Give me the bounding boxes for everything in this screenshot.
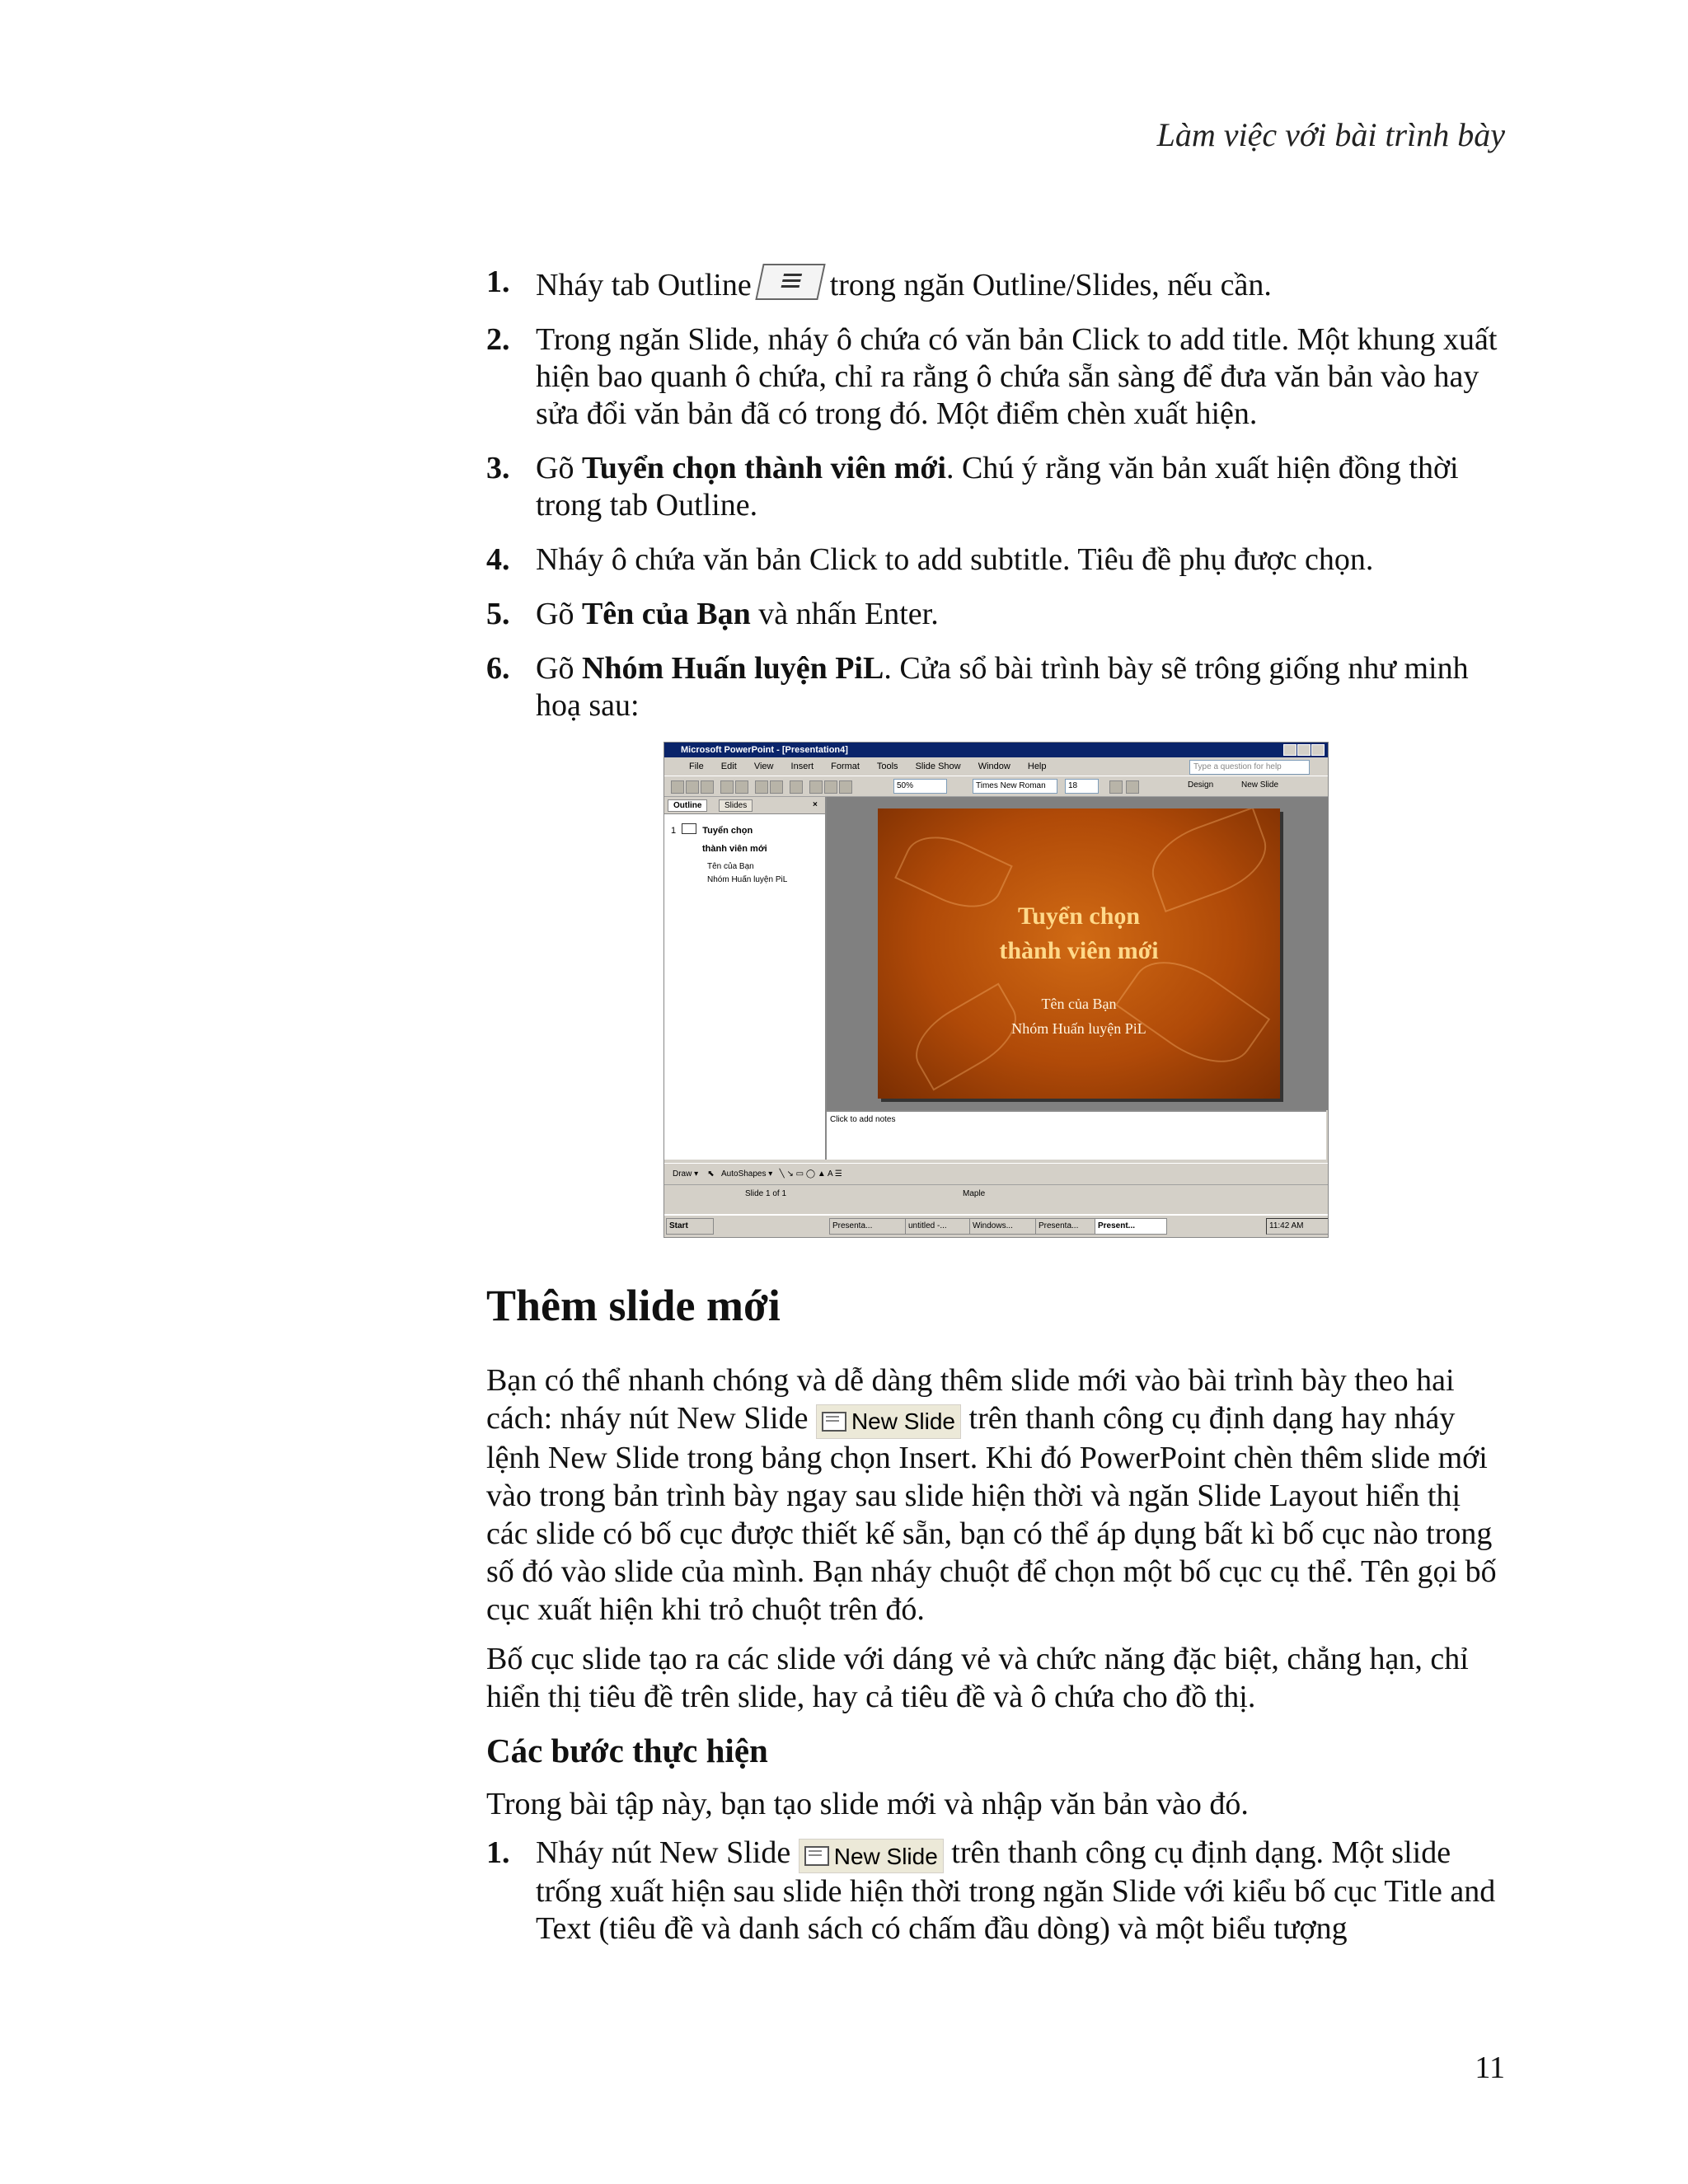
step-text: Nháy ô chứa văn bản Click to add subtitle. Tiêu đề phụ được chọn.	[536, 542, 1374, 577]
slide-subtitle-line1: Tên của Bạn	[1041, 996, 1117, 1012]
outline-title-line1: Tuyển chọn	[702, 826, 753, 836]
taskbar-item[interactable]: untitled -...	[905, 1218, 971, 1235]
outline-subtitle1: Tên của Bạn	[707, 862, 754, 871]
new-slide-label: New Slide	[833, 1843, 938, 1869]
slide-canvas[interactable]	[878, 808, 1280, 1099]
maximize-icon[interactable]	[1297, 744, 1311, 756]
font-color-icon[interactable]: A	[827, 1169, 833, 1179]
rectangle-icon[interactable]: ▭	[795, 1169, 804, 1179]
taskbar-item[interactable]: Presenta...	[1035, 1218, 1098, 1235]
slide-subtitle-line2: Nhóm Huấn luyện PiL	[1011, 1020, 1146, 1037]
paragraph	[486, 1361, 1508, 1629]
taskbar-item[interactable]: Windows...	[969, 1218, 1037, 1235]
slide-title-line2: thành viên mới	[999, 937, 1159, 964]
list-item	[486, 264, 1508, 304]
windows-taskbar	[664, 1214, 1328, 1237]
status-design-name: Maple	[963, 1189, 986, 1198]
slide-icon	[682, 823, 696, 834]
tab-outline[interactable]: Outline	[668, 799, 707, 812]
step-bold-text: Tên của Bạn	[581, 597, 751, 631]
undo-icon[interactable]	[790, 780, 803, 794]
window-titlebar	[664, 743, 1328, 757]
arrow-icon[interactable]: ↘	[786, 1169, 794, 1179]
start-button[interactable]: Start	[666, 1218, 714, 1235]
slide-pane	[827, 797, 1328, 1110]
save-icon[interactable]	[701, 780, 714, 794]
paste-icon[interactable]	[770, 780, 783, 794]
running-head: Làm việc với bài trình bày	[1156, 116, 1505, 153]
outline-slides-tabs	[664, 797, 825, 814]
step-text: . Cửa sổ bài trình bày sẽ trông giống như minh hoạ sau:	[536, 651, 1469, 723]
line-icon[interactable]: ╲	[779, 1169, 785, 1179]
menu-window[interactable]: Window	[978, 762, 1010, 771]
paragraph-text: trên thanh công cụ định dạng hay nháy lệnh New Slide trong bảng chọn Insert. Khi đó PowerPoint chèn thêm slide mới vào trong bản trình bày ngay sau slide hiện thời và ngăn Slide Layout hiển thị các slide có bố cục được thiết kế sẵn, bạn có thể áp dụng bất kì bố cục nào trong số đó vào slide của mình. Bạn nháy chuột để chọn một bố cục cụ thể. Tên gọi bố cục xuất hiện khi trỏ chuột trên đó.	[486, 1401, 1497, 1627]
step-number: 5.	[486, 597, 510, 631]
status-bar	[664, 1184, 1328, 1203]
standard-toolbar	[664, 776, 1328, 797]
step-number: 1.	[486, 265, 510, 299]
list-item	[486, 321, 1508, 433]
step-number: 4.	[486, 542, 510, 577]
fill-color-icon[interactable]: ▲	[817, 1169, 826, 1179]
list-item	[486, 450, 1508, 524]
powerpoint-screenshot	[663, 742, 1329, 1238]
step-text: Trong ngăn Slide, nháy ô chứa có văn bản Click to add title. Một khung xuất hiện bao quanh ô chứa, chỉ ra rằng ô chứa sẵn sàng để đưa văn bản vào hay sửa đổi văn bản đã có trong đó. Một điểm chèn xuất hiện.	[536, 322, 1498, 431]
line-style-icon[interactable]: ☰	[834, 1169, 842, 1179]
step-text: Nháy tab Outline	[536, 268, 752, 302]
steps-list	[486, 1835, 1508, 1947]
font-select[interactable]: Times New Roman	[973, 779, 1057, 794]
tab-slides[interactable]: Slides	[719, 799, 753, 812]
new-slide-button-image	[799, 1839, 944, 1873]
list-item	[486, 650, 1508, 724]
step-text: trong ngăn Outline/Slides, nếu cần.	[829, 268, 1272, 302]
new-slide-button-image	[816, 1404, 961, 1439]
page-content	[486, 264, 1508, 1965]
align-icon[interactable]	[1126, 780, 1139, 794]
draw-menu[interactable]: Draw ▾	[673, 1169, 699, 1179]
sum-icon[interactable]	[839, 780, 852, 794]
chart-icon[interactable]	[809, 780, 823, 794]
outline-pane	[664, 797, 827, 1160]
new-icon[interactable]	[671, 780, 684, 794]
select-arrow-icon[interactable]: ⬉	[707, 1169, 715, 1179]
new-slide-icon	[822, 1412, 846, 1432]
taskbar-clock: 11:42 AM	[1266, 1218, 1329, 1235]
menu-edit[interactable]: Edit	[720, 762, 737, 771]
slide-title[interactable]	[878, 899, 1280, 968]
step-text: Nháy nút New Slide	[536, 1835, 791, 1870]
new-slide-label: New Slide	[851, 1408, 956, 1434]
taskbar-item-active[interactable]: Present...	[1095, 1218, 1167, 1235]
menu-insert[interactable]: Insert	[790, 762, 814, 771]
step-text: Gõ	[536, 451, 582, 485]
paragraph: Bố cục slide tạo ra các slide với dáng vẻ và chức năng đặc biệt, chẳng hạn, chỉ hiển thị tiêu đề trên slide, hay cả tiêu đề và ô chứa cho đồ thị.	[486, 1642, 1469, 1714]
menu-tools[interactable]: Tools	[876, 762, 898, 771]
bold-icon[interactable]	[1109, 780, 1123, 794]
help-search-input[interactable]: Type a question for help	[1189, 760, 1310, 775]
section-heading: Thêm slide mới	[486, 1281, 781, 1330]
steps-list	[486, 264, 1508, 724]
slide-title-line1: Tuyển chọn	[1017, 902, 1141, 930]
design-button[interactable]: Design	[1188, 780, 1214, 790]
new-slide-icon	[804, 1846, 829, 1866]
outline-subtitle2: Nhóm Huấn luyện PiL	[707, 875, 788, 884]
step-bold-text: Tuyển chọn thành viên mới	[581, 451, 946, 485]
paragraph: Trong bài tập này, bạn tạo slide mới và nhập văn bản vào đó.	[486, 1787, 1249, 1821]
notes-pane[interactable]: Click to add notes	[827, 1110, 1326, 1160]
menu-format[interactable]: Format	[831, 762, 860, 771]
page-number: 11	[1475, 2050, 1505, 2085]
new-slide-toolbar-button[interactable]: New Slide	[1241, 780, 1279, 790]
drawing-toolbar	[664, 1163, 1328, 1185]
subsection-heading: Các bước thực hiện	[486, 1732, 768, 1769]
menu-file[interactable]: File	[689, 762, 704, 771]
step-number: 2.	[486, 322, 510, 357]
autoshapes-menu[interactable]: AutoShapes ▾	[721, 1169, 773, 1179]
list-item	[486, 596, 1508, 633]
step-number: 6.	[486, 651, 510, 686]
step-number: 3.	[486, 451, 510, 485]
menu-view[interactable]: View	[753, 762, 774, 771]
step-text: Gõ	[536, 597, 582, 631]
menu-help[interactable]: Help	[1027, 762, 1047, 771]
cut-icon[interactable]	[755, 780, 768, 794]
step-number: 1.	[486, 1835, 510, 1870]
slide-subtitle[interactable]	[878, 991, 1280, 1041]
leaf-decoration	[1142, 808, 1277, 912]
pane-close-icon[interactable]: ×	[813, 800, 818, 809]
menu-slideshow[interactable]: Slide Show	[915, 762, 961, 771]
outline-tab-icon	[756, 264, 826, 300]
font-size-select[interactable]: 18	[1065, 779, 1099, 794]
table-icon[interactable]	[824, 780, 837, 794]
taskbar-item[interactable]: Presenta...	[829, 1218, 908, 1235]
list-item	[486, 1835, 1508, 1947]
step-text: Gõ	[536, 651, 582, 686]
window-title: Microsoft PowerPoint - [Presentation4]	[681, 745, 848, 755]
step-text: và nhấn Enter.	[750, 597, 939, 631]
oval-icon[interactable]: ◯	[805, 1169, 816, 1179]
step-text: . Chú ý rằng văn bản xuất hiện đồng thời trong tab Outline.	[536, 451, 1459, 523]
outline-slide-number: 1	[671, 826, 677, 836]
preview-icon[interactable]	[735, 780, 748, 794]
close-icon[interactable]	[1311, 744, 1325, 756]
list-item	[486, 541, 1508, 579]
minimize-icon[interactable]	[1283, 744, 1296, 756]
open-icon[interactable]	[686, 780, 699, 794]
step-bold-text: Nhóm Huấn luyện PiL	[581, 651, 884, 686]
paragraph-text: Bạn có thể nhanh chóng và dễ dàng thêm slide mới vào bài trình bày theo hai cách: nháy nút New Slide	[486, 1363, 1455, 1436]
print-icon[interactable]	[720, 780, 734, 794]
status-slide-count: Slide 1 of 1	[745, 1189, 787, 1198]
step-text: trên thanh công cụ định dạng. Một slide trống xuất hiện sau slide hiện thời trong ngăn Slide với kiểu bố cục Title and Text (tiêu đề và danh sách có chấm đầu dòng) và một biểu tượng	[536, 1835, 1496, 1946]
outline-content	[671, 822, 787, 889]
zoom-select[interactable]: 50%	[893, 779, 947, 794]
outline-title-line2: thành viên mới	[702, 844, 767, 854]
